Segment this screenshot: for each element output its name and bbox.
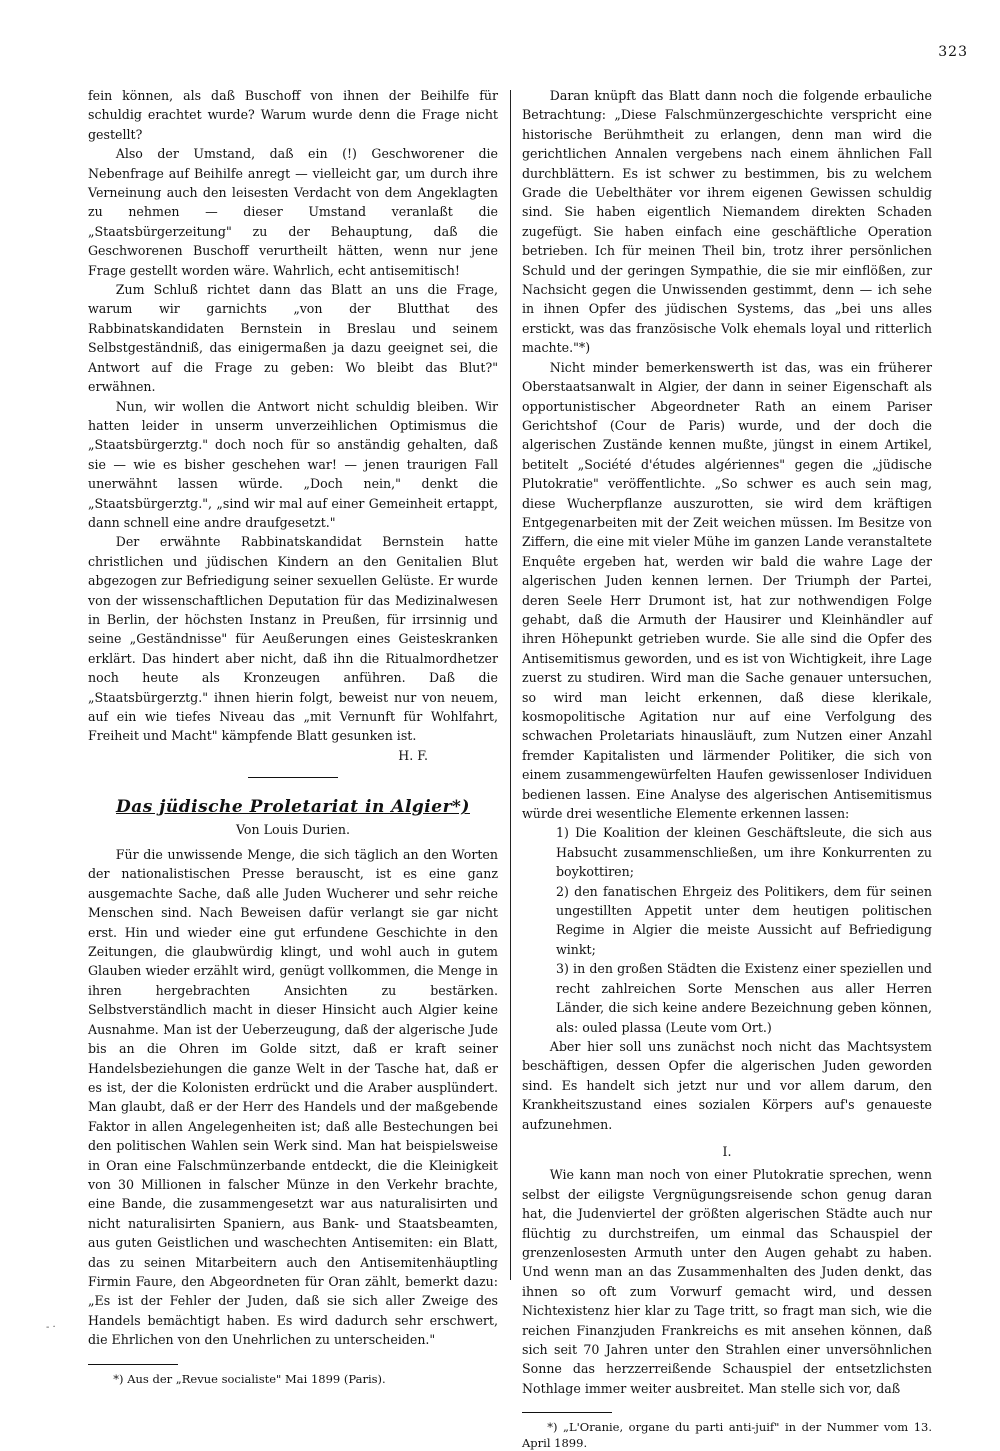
paragraph: Daran knüpft das Blatt dann noch die folgende erbauliche Betrachtung: „Diese Falschmünzergeschichte verspricht eine historische Berühmtheit zu erlangen, denn man wird die gerichtlichen Annalen vergebens nach einem ähnlichen Fall durchblättern. Es ist schwer zu bestimmen, bis zu welchem Grade die Uebelthäter vor ihrem eigenen Gewissen schuldig sind. Sie haben eigentlich Niemandem direkten Schaden zugefügt. Sie haben einfach eine geschäftliche Operation betrieben. Ich für meinen Theil bin, trotz ihrer persönlichen Schuld und der geringen Sympathie, die sie mir einflößen, zur Nachsicht gegen die Unwissenden gestimmt, denn — ich sehe in ihnen Opfer des jüdischen Systems, das „bei uns alles erstickt, was das französische Volk ehemals loyal und ritterlich machte."*)	[522, 88, 932, 356]
column-divider	[510, 90, 511, 1280]
article-title: Das jüdische Proletariat in Algier*)	[116, 797, 470, 818]
paragraph: Nun, wir wollen die Antwort nicht schuldig bleiben. Wir hatten leider in unserm unverzeihlichen Optimismus die „Staatsbürgerztg." doch noch für so anständig gehalten, daß sie — wie es bisher geschehen war! — jenen traurigen Fall unerwähnt lassen würde. „Doch nein," denkt die „Staatsbürgerztg.", „sind wir mal auf einer Gemeinheit ertappt, dann schnell eine andre draufgesetzt."	[88, 398, 498, 530]
footnote-rule	[88, 1364, 178, 1365]
paragraph: fein können, als daß Buschoff von ihnen der Beihilfe für schuldig erachtet wurde? Warum wurde denn die Frage nicht gestellt?	[88, 88, 498, 142]
list-item: 3) in den großen Städten die Existenz einer speziellen und recht zahlreichen Sorte Menschen aus aller Herren Länder, die sich keine andere Bezeichnung geben können, als: ouled plassa (Leute vom Ort.)	[556, 961, 932, 1035]
section-numeral: I.	[722, 1143, 732, 1159]
paragraph: Zum Schluß richtet dann das Blatt an uns die Frage, warum wir garnichts „von der Blutthat des Rabbinatskandidaten Bernstein in Breslau und seinem Selbstgeständniß, das einigermaßen ja dazu geeignet sei, die Antwort auf die Frage zu geben: Wo bleibt das Blut?" erwähnen.	[88, 282, 498, 395]
paragraph: Wie kann man noch von einer Plutokratie sprechen, wenn selbst der eiligste Vergnügungsreisende schon genug daran hat, die Judenviertel der größten algerischen Städte auch nur flüchtig zu durchstreifen, um einmal das Schauspiel der grenzenlosesten Armuth unter den Augen gehabt zu haben. Und wenn man an das Zusammenhalten des Juden denkt, das ihnen so oft zum Vorwurf gemacht wird, und dessen Nichtexistenz hier klar zu Tage tritt, so fragt man sich, wie die reichen Finanzjuden Frankreichs es mit ansehen können, daß sich seit 70 Jahren unter den Strahlen einer unversöhnlichen Sonne das herzzerreißende Schauspiel der entsetzlichsten Nothlage immer weiter ausbreitet. Man stelle sich vor, daß	[522, 1167, 932, 1396]
list-item: 2) den fanatischen Ehrgeiz des Politikers, dem für seinen ungestillten Appetit unter dem heutigen politischen Regime in Algier die meiste Aussicht auf Befriedigung winkt;	[556, 883, 932, 957]
separator-rule	[248, 777, 338, 778]
paragraph: Nicht minder bemerkenswerth ist das, was ein früherer Oberstaatsanwalt in Algier, der dann in seiner Eigenschaft als opportunistischer Abgeordneter Rath an einem Pariser Gerichtshof (Cour de Paris) wurde, und der doch die algerischen Zustände kennen mußte, jüngst in einem Artikel, betitelt „Société d'études algériennes" gegen die „jüdische Plutokratie" veröffentlichte. „So schwer es auch sein mag, diese Wucherpflanze auszurotten, sie wird dem kräftigen Entgegenarbeiten mit der Zeit weichen müssen. Im Besitze von Ziffern, die eine mit vieler Mühe im ganzen Lande veranstaltete Enquête ergeben hat, werden wir bald die wahre Lage der algerischen Juden kennen lernen. Der Triumph der Partei, deren Seele Herr Drumont ist, hat zur nothwendigen Folge gehabt, daß die Armuth der Hausirer und Kleinhändler auf ihren Höhepunkt getrieben wurde. Sie alle sind die Opfer des Antisemitismus geworden, und es ist von Wichtigkeit, ihre Lage zuerst zu studiren. Wird man die Sache genauer untersuchen, so wird man leicht erkennen, daß diese klerikale, kosmopolitische Agitation nur auf eine Verfolgung des schwachen Proletariats hinausläuft, zum Nutzen einer Anzahl fremder Kapitalisten und lärmender Politiker, die sich von einem zusammengewürfelten Haufen gewissenloser Individuen bedienen lassen. Eine Analyse des algerischen Antisemitismus würde drei wesentliche Elemente erkennen lassen:	[522, 359, 932, 822]
paragraph: Für die unwissende Menge, die sich täglich an den Worten der nationalistischen Presse berauscht, ist es eine ganz ausgemachte Sache, daß alle Juden Wucherer und sehr reiche Menschen sind. Nach Beweisen dafür verlangt sie gar nicht erst. Hin und wieder eine gut erfundene Geschichte in den Zeitungen, die glaubwürdig klingt, und wohl auch in gutem Glauben wieder erzählt wird, genügt vollkommen, die Menge in ihren hergebrachten Ansichten zu bestärken. Selbstverständlich macht in dieser Hinsicht auch Algier keine Ausnahme. Man ist der Ueberzeugung, daß der algerische Jude bis an die Ohren im Golde sitzt, daß er kraft seiner Handelsbeziehungen die ganze Welt in der Tasche hat, daß er es ist, der die Kolonisten erdrückt und die Araber ausplündert. Man glaubt, daß er der Herr des Handels und der maßgebende Faktor in allen Angelegenheiten ist; daß alle Bestechungen bei den politischen Wahlen sein Werk sind. Man hat beispielsweise in Oran eine Falschmünzerbande entdeckt, die die Kleinigkeit von 30 Millionen in falscher Münze in den Verkehr brachte, eine Bande, die zusammengesetzt war aus naturalisirten und nicht naturalisirten Spaniern, aus Bank- und Staatsbeamten, aus guten Geistlichen und waschechten Antisemiten: ein Blatt, das zu seinen Mitarbeitern auch den Antisemitenhäuptling Firmin Faure, den Abgeordneten für Oran zählt, bemerkt dazu: „Es ist der Fehler der Juden, daß sie sich aller Zweige des Handels bemächtigt haben. Es wird dadurch sehr erschwert, die Ehrlichen von den Unehrlichen zu unterscheiden."	[88, 847, 498, 1348]
footnote: *) „L'Oranie, organe du parti anti-juif" in der Nummer vom 13. April 1899.	[522, 1420, 932, 1451]
footnote: *) Aus der „Revue socialiste" Mai 1899 (Paris).	[113, 1371, 386, 1386]
list-item: 1) Die Koalition der kleinen Geschäftsleute, die sich aus Habsucht zusammenschließen, um ihre Konkurrenten zu boykottiren;	[556, 825, 932, 880]
paragraph: Aber hier soll uns zunächst noch nicht das Machtsystem beschäftigen, dessen Opfer die algerischen Juden geworden sind. Es handelt sich jetzt nur und vor allem darum, den Krankheitszustand eines sozialen Körpers auf's genaueste aufzunehmen.	[522, 1038, 932, 1132]
left-column	[88, 86, 498, 1387]
footnote-rule	[522, 1412, 612, 1413]
paragraph: Der erwähnte Rabbinatskandidat Bernstein hatte christlichen und jüdischen Kindern an den Genitalien Blut abgezogen zur Befriedigung seiner sexuellen Gelüste. Er wurde von der wissenschaftlichen Deputation für das Medizinalwesen in Berlin, der höchsten Instanz in Preußen, für irrsinnig und seine „Geständnisse" für Aeußerungen eines Geisteskranken erklärt. Das hindert aber nicht, daß ihn die Ritualmordhetzer noch heute als Kronzeugen anführen. Daß die „Staatsbürgerztg." ihnen hierin folgt, beweist nur von neuem, auf ein wie tiefes Niveau das „mit Vernunft für Wohlfahrt, Freiheit und Macht" kämpfende Blatt gesunken ist.	[88, 534, 498, 744]
article-author: Von Louis Durien.	[235, 821, 350, 837]
signature: H. F.	[398, 747, 428, 763]
page-number: 323	[938, 44, 968, 60]
right-column	[522, 86, 932, 1451]
paragraph: Also der Umstand, daß ein (!) Geschworener die Nebenfrage auf Beihilfe anregt — vielleicht gar, um durch ihre Verneinung auch den leisesten Verdacht von dem Angeklagten zu nehmen — dieser Umstand veranlaßt die „Staatsbürgerzeitung" zu der Behauptung, daß die Geschworenen Buschoff verurtheilt hätten, wenn nur jene Frage gestellt worden wäre. Wahrlich, echt antisemitisch!	[88, 146, 498, 278]
margin-mark: - ·	[46, 1322, 56, 1333]
